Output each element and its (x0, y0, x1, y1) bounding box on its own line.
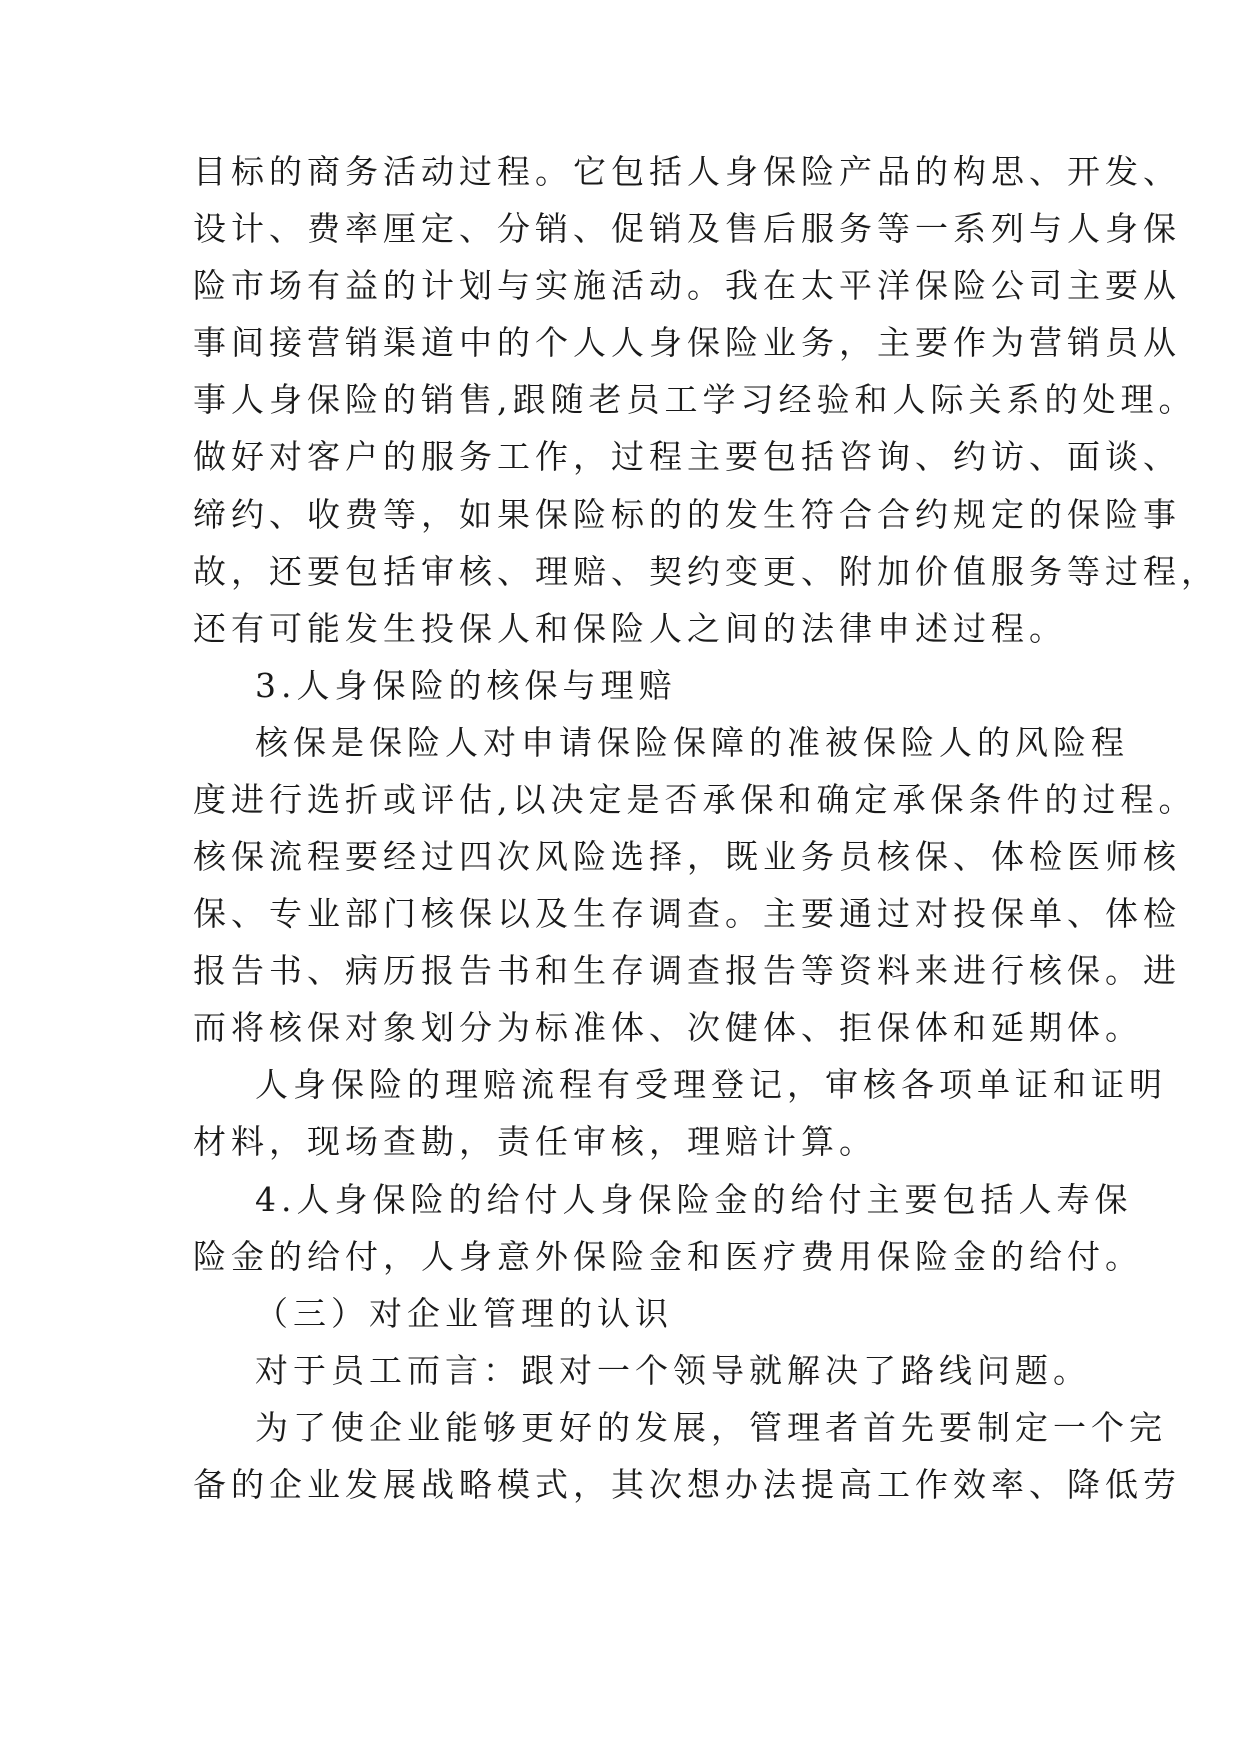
body-text-line: 险市场有益的计划与实施活动。我在太平洋保险公司主要从 (193, 266, 1181, 305)
body-text-line: 备的企业发展战略模式，其次想办法提高工作效率、降低劳 (193, 1465, 1181, 1504)
section-heading: 3.人身保险的核保与理赔 (255, 666, 677, 705)
body-text-line: 还有可能发生投保人和保险人之间的法律申述过程。 (193, 609, 1067, 648)
section-heading: 4.人身保险的给付人身保险金的给付主要包括人寿保 (255, 1180, 1133, 1219)
body-text-line: 做好对客户的服务工作，过程主要包括咨询、约访、面谈、 (193, 437, 1181, 476)
body-text-line: 核保流程要经过四次风险选择，既业务员核保、体检医师核 (193, 837, 1181, 876)
body-text-line: 故，还要包括审核、理赔、契约变更、附加价值服务等过程， (193, 552, 1219, 591)
body-text-line: 而将核保对象划分为标准体、次健体、拒保体和延期体。 (193, 1008, 1143, 1047)
body-text-line: 事人身保险的销售,跟随老员工学习经验和人际关系的处理。 (193, 380, 1197, 419)
body-text-line: 保、专业部门核保以及生存调查。主要通过对投保单、体检 (193, 894, 1181, 933)
body-text-line: 为了使企业能够更好的发展，管理者首先要制定一个完 (255, 1408, 1167, 1447)
body-text-line: 设计、费率厘定、分销、促销及售后服务等一系列与人身保 (193, 209, 1181, 248)
section-heading: （三）对企业管理的认识 (255, 1294, 673, 1333)
body-text-line: 险金的给付，人身意外保险金和医疗费用保险金的给付。 (193, 1237, 1143, 1276)
body-text-line: 对于员工而言：跟对一个领导就解决了路线问题。 (255, 1351, 1091, 1390)
body-text-line: 缔约、收费等，如果保险标的的发生符合合约规定的保险事 (193, 495, 1181, 534)
body-text-line: 材料，现场查勘，责任审核，理赔计算。 (193, 1122, 877, 1161)
body-text-line: 目标的商务活动过程。它包括人身保险产品的构思、开发、 (193, 152, 1181, 191)
body-text-line: 核保是保险人对申请保险保障的准被保险人的风险程 (255, 723, 1129, 762)
body-text-line: 人身保险的理赔流程有受理登记，审核各项单证和证明 (255, 1065, 1167, 1104)
body-text-line: 事间接营销渠道中的个人人身保险业务，主要作为营销员从 (193, 323, 1181, 362)
body-text-line: 度进行选折或评估,以决定是否承保和确定承保条件的过程。 (193, 780, 1197, 819)
body-text-line: 报告书、病历报告书和生存调查报告等资料来进行核保。进 (193, 951, 1181, 990)
